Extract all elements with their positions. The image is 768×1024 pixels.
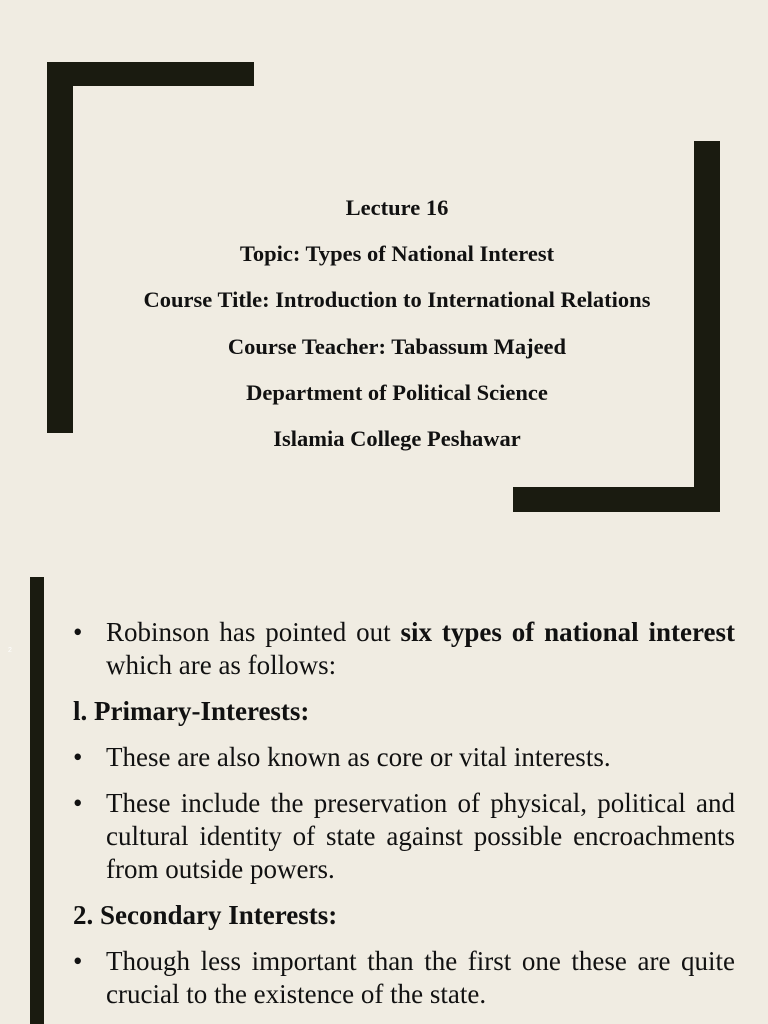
frame-bottom-right-horizontal-bar (513, 487, 720, 512)
bullet-icon: • (73, 742, 83, 772)
slide-content (73, 616, 735, 1024)
list-item-text: Though less important than the first one these are quite crucial to the existence of the state. (106, 946, 735, 1009)
course-teacher-line: Course Teacher: Tabassum Majeed (227, 333, 567, 359)
slide-left-accent-bar (30, 577, 44, 1024)
list-item (73, 741, 735, 774)
heading-secondary-interests: 2. Secondary Interests: (73, 900, 338, 930)
intro-text-bold: six types of national interest (400, 617, 735, 647)
list-item-intro (73, 616, 735, 682)
frame-top-left-vertical-bar (47, 62, 73, 433)
list-item (73, 945, 735, 1011)
slide-number: 2 (8, 647, 12, 654)
lecture-number: Lecture 16 (345, 195, 449, 220)
intro-text-after: which are as follows: (106, 650, 337, 680)
department-line: Department of Political Science (246, 379, 548, 405)
course-title-line: Course Title: Introduction to International Relations (143, 287, 651, 313)
bullet-icon: • (73, 788, 83, 818)
bullet-icon: • (73, 617, 83, 647)
list-item-text: These are also known as core or vital interests. (106, 742, 611, 772)
list-item (73, 787, 735, 886)
college-line: Islamia College Peshawar (273, 425, 521, 451)
intro-text-before: Robinson has pointed out (106, 617, 401, 647)
title-block (73, 193, 721, 470)
frame-top-left-horizontal-bar (47, 62, 254, 86)
list-item-text: These include the preservation of physical, political and cultural identity of state against possible encroachments from outside powers. (106, 788, 735, 884)
heading-primary-interests: l. Primary-Interests: (73, 696, 310, 726)
topic-line: Topic: Types of National Interest (239, 241, 555, 267)
bullet-icon: • (73, 946, 83, 976)
